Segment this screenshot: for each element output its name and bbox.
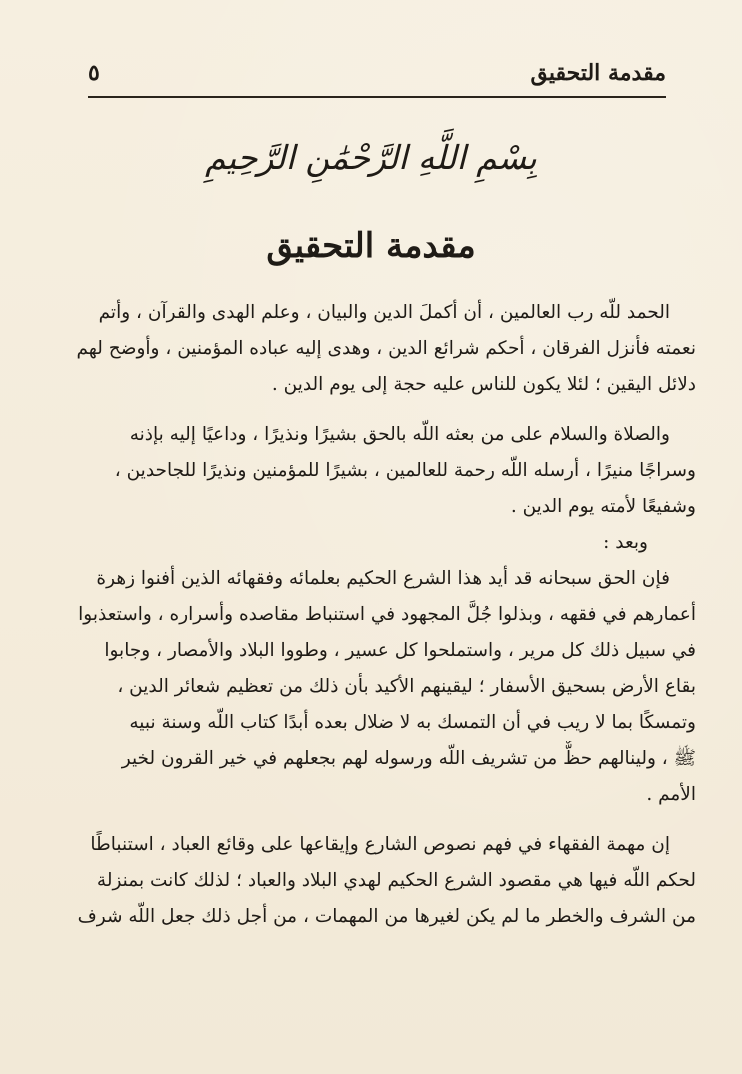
text-line: وسراجًا منيرًا ، أرسله اللّه رحمة للعالمين ، بشيرًا للمؤمنين ونذيرًا للجاحدين ، (114, 460, 696, 481)
text-line: أعمارهم في فقهه ، وبذلوا جُلَّ المجهود في استنباط مقاصده وأسراره ، واستعذبوا (78, 604, 696, 625)
running-header (88, 60, 666, 98)
text-line: ﷺ ، ولينالهم حظٌّ من تشريف اللّه ورسوله لهم بجعلهم في خير القرون لخير (121, 748, 696, 769)
text-line: دلائل اليقين ؛ لئلا يكون للناس عليه حجة إلى يوم الدين . (271, 374, 696, 395)
section-title: مقدمة التحقيق (266, 226, 476, 266)
basmala-heading: بِسْمِ اللَّهِ الرَّحْمَٰنِ الرَّحِيمِ (205, 138, 537, 177)
text-line: وبعد : (603, 532, 648, 553)
text-line: إن مهمة الفقهاء في فهم نصوص الشارع وإيقاعها على وقائع العباد ، استنباطًا (90, 834, 670, 855)
text-line: وشفيعًا لأمته يوم الدين . (510, 496, 696, 517)
text-line: نعمته فأنزل الفرقان ، أحكم شرائع الدين ، وهدى إليه عباده المؤمنين ، وأوضح لهم (76, 338, 696, 359)
text-line: وتمسكًا بما لا ريب في أن التمسك به لا ضلال بعده أبدًا كتاب اللّه وسنة نبيه (129, 712, 696, 733)
text-line: الحمد للّه رب العالمين ، أن أكملَ الدين والبيان ، وعلم الهدى والقرآن ، وأتم (98, 302, 670, 323)
text-line: لحكم اللّه فيها هي مقصود الشرع الحكيم لهدي البلاد والعباد ؛ لذلك كانت بمنزلة (96, 870, 696, 891)
running-title: مقدمة التحقيق (530, 60, 666, 86)
body-text (56, 295, 696, 935)
text-line: فإن الحق سبحانه قد أيد هذا الشرع الحكيم بعلمائه وفقهائه الذين أفنوا زهرة (96, 568, 670, 589)
text-line: في سبيل ذلك كل مرير ، واستملحوا كل عسير ، وطووا البلاد والأمصار ، وجابوا (104, 640, 696, 661)
text-line: من الشرف والخطر ما لم يكن لغيرها من المهمات ، من أجل ذلك جعل اللّه شرف (77, 906, 696, 927)
text-line: الأمم . (646, 784, 696, 805)
page-number: ٥ (88, 60, 100, 86)
text-line: بقاع الأرض بسحيق الأسفار ؛ ليقينهم الأكيد بأن ذلك من تعظيم شعائر الدين ، (117, 676, 696, 697)
text-line: والصلاة والسلام على من بعثه اللّه بالحق بشيرًا ونذيرًا ، وداعيًا إليه بإذنه (129, 424, 670, 445)
